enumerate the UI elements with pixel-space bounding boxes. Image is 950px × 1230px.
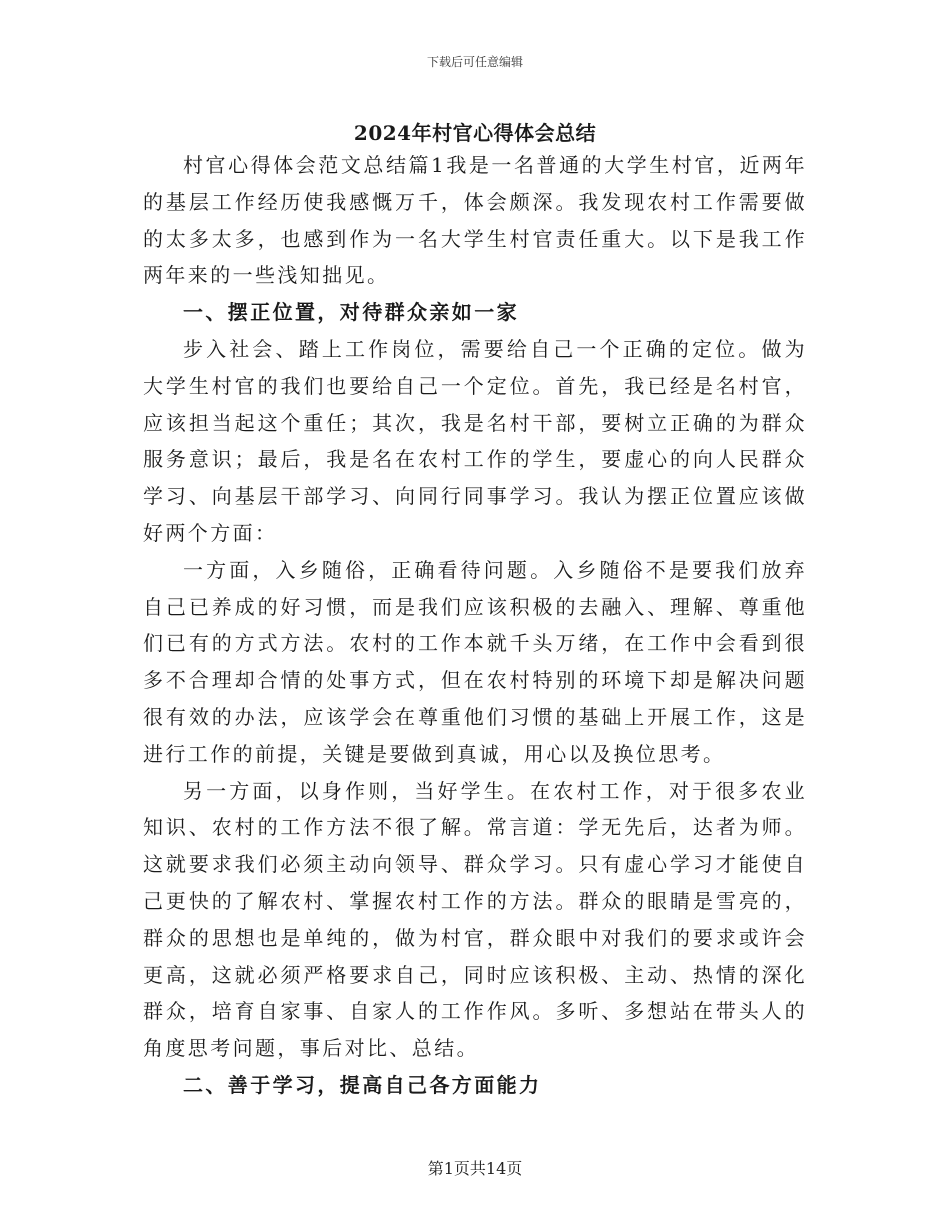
document-title: 2024年村官心得体会总结 — [353, 121, 597, 145]
page-number-footer: 第1页共14页 — [427, 1159, 523, 1178]
section-heading-1: 一、摆正位置，对待群众亲如一家 — [183, 300, 519, 325]
paragraph-positioning: 步入社会、踏上工作岗位，需要给自己一个正确的定位。做为大学生村官的我们也要给自己一个定位。首先，我已经是名村官，应该担当起这个重任；其次，我是名村干部，要树立正确的为群众服务意识；最后，我是名在农村工作的学生，要虚心的向人民群众学习、向基层干部学习、向同行同事学习。我认为摆正位置应该做好两个方面： — [143, 336, 807, 545]
paragraph-first-aspect: 一方面，入乡随俗，正确看待问题。入乡随俗不是要我们放弃自己已养成的好习惯，而是我们应该积极的去融入、理解、尊重他们已有的方式方法。农村的工作本就千头万绪，在工作中会看到很多不合理却合情的处事方式，但在农村特别的环境下却是解决问题很有效的办法，应该学会在尊重他们习惯的基础上开展工作，这是进行工作的前提，关键是要做到真诚，用心以及换位思考。 — [143, 557, 807, 766]
section-heading-2: 二、善于学习，提高自己各方面能力 — [183, 1072, 542, 1097]
paragraph-second-aspect: 另一方面，以身作则，当好学生。在农村工作，对于很多农业知识、农村的工作方法不很了解。常言道：学无先后，达者为师。这就要求我们必须主动向领导、群众学习。只有虚心学习才能使自己更快的了解农村、掌握农村工作的方法。群众的眼睛是雪亮的，群众的思想也是单纯的，做为村官，群众眼中对我们的要求或许会更高，这就必须严格要求自己，同时应该积极、主动、热情的深化群众，培育自家事、自家人的工作作风。多听、多想站在带头人的角度思考问题，事后对比、总结。 — [143, 778, 807, 1061]
header-note: 下载后可任意编辑 — [426, 55, 523, 69]
paragraph-intro: 村官心得体会范文总结篇1我是一名普通的大学生村官，近两年的基层工作经历使我感慨万千，体会颇深。我发现农村工作需要做的太多太多，也感到作为一名大学生村官责任重大。以下是我工作两年来的一些浅知拙见。 — [143, 153, 807, 288]
document-body — [143, 147, 807, 1104]
